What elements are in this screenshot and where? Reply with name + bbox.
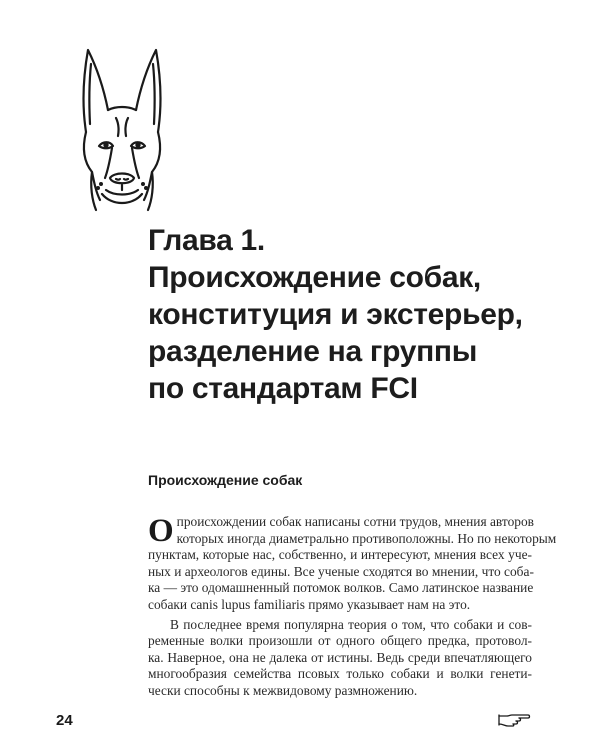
text-line: собаки canis lupus familiaris прямо указывает нам на это. bbox=[148, 596, 471, 612]
chapter-title-line: Глава 1. bbox=[148, 224, 265, 257]
text-line: которых иногда диаметрально противоположны. Но по некоторым bbox=[176, 530, 557, 546]
chapter-title-line: Происхождение собак, bbox=[148, 261, 481, 294]
chapter-title-line: разделение на группы bbox=[148, 335, 478, 368]
text-line: чески способны к межвидовому размножению. bbox=[148, 682, 418, 698]
pointing-hand-icon bbox=[497, 710, 533, 728]
text-line: ка — это одомашненный потомок волков. Само латинское название bbox=[148, 580, 534, 596]
text-line: В последнее время популярна теория о том, что собаки и сов- bbox=[170, 616, 532, 632]
text-line: ных и археологов едины. Все ученые сходятся во мнении, что соба- bbox=[148, 563, 534, 579]
chapter-title-line: по стандартам FCI bbox=[148, 372, 418, 405]
paragraph-2 bbox=[148, 617, 532, 700]
section-heading: Происхождение собак bbox=[148, 472, 303, 488]
text-line: многообразия семейства псовых только собаки и волки генети- bbox=[148, 666, 532, 682]
page-number: 24 bbox=[56, 712, 73, 729]
drop-cap: О bbox=[148, 513, 174, 549]
text-line: происхождении собак написаны сотни трудов, мнения авторов bbox=[176, 514, 534, 529]
body-text bbox=[148, 513, 557, 700]
chapter-title-line: конституция и экстерьер, bbox=[148, 298, 523, 331]
paragraph-1 bbox=[148, 513, 557, 614]
text-line: пунктам, которые нас, собственно, и интересуют, мнения всех уче- bbox=[148, 547, 532, 563]
doberman-head-illustration bbox=[72, 44, 172, 214]
chapter-title bbox=[148, 222, 568, 407]
text-line: ременные волки произошли от одного общего предка, протовол- bbox=[148, 633, 532, 649]
text-line: ка. Наверное, она не далека от истины. Ведь среди впечатляющего bbox=[148, 649, 532, 665]
